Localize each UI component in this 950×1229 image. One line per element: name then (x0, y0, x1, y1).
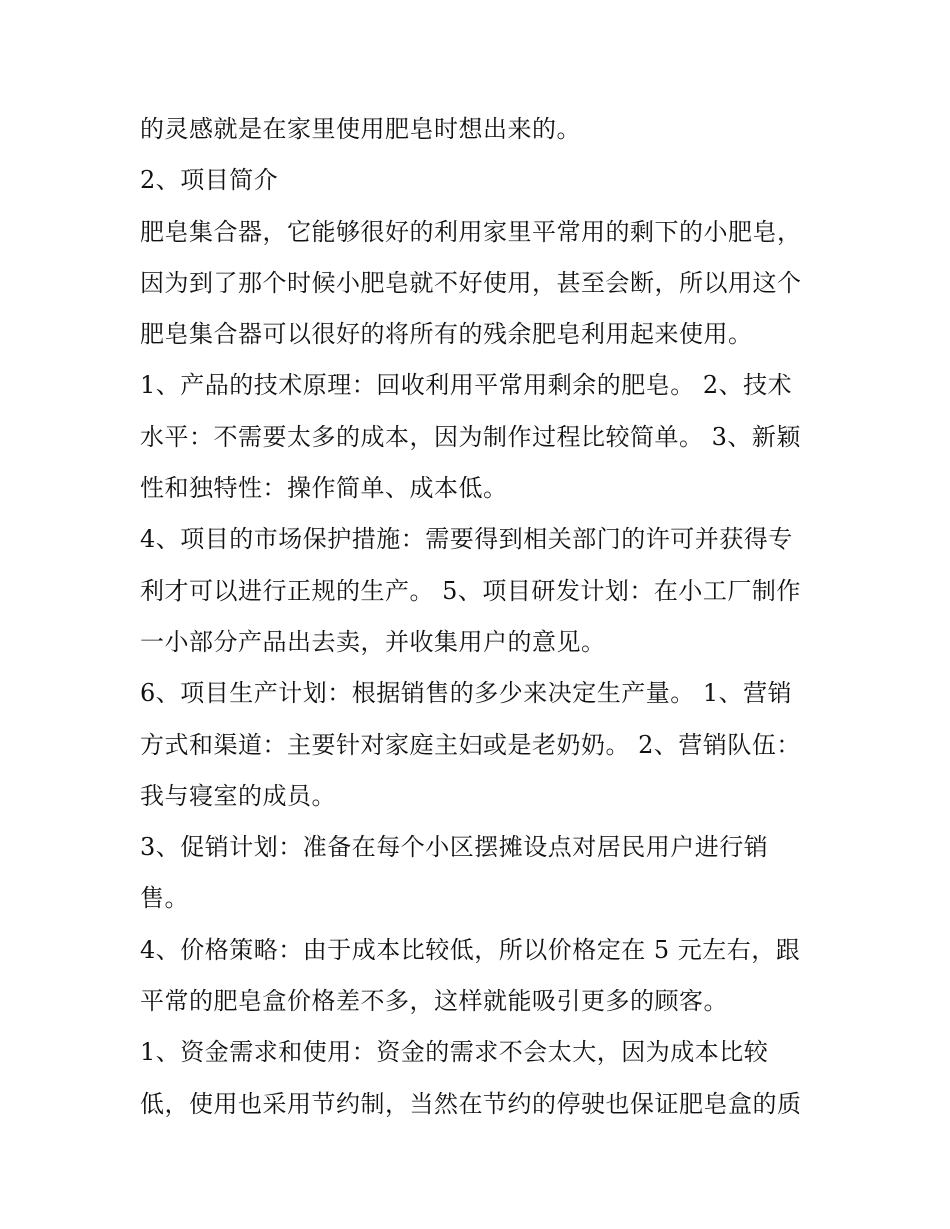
text-line: 一小部分产品出去卖，并收集用户的意见。 (140, 627, 606, 656)
text-line: 肥皂集合器，它能够很好的利用家里平常用的剩下的小肥皂， (140, 217, 802, 246)
text-line: 6、项目生产计划：根据销售的多少来决定生产量。 1、营销 (140, 679, 793, 708)
text-line: 4、项目的市场保护措施：需要得到相关部门的许可并获得专 (140, 525, 793, 554)
text-line: 平常的肥皂盒价格差不多，这样就能吸引更多的顾客。 (140, 987, 728, 1016)
text-line: 水平：不需要太多的成本，因为制作过程比较简单。 3、新颖 (140, 422, 801, 451)
text-line: 3、促销计划：准备在每个小区摆摊设点对居民用户进行销 (140, 833, 769, 862)
text-line: 利才可以进行正规的生产。 5、项目研发计划：在小工厂制作 (140, 576, 801, 605)
text-line: 性和独特性：操作简单、成本低。 (140, 474, 508, 503)
text-line: 低，使用也采用节约制，当然在节约的停驶也保证肥皂盒的质 (140, 1089, 802, 1118)
text-line: 4、价格策略：由于成本比较低，所以价格定在 5 元左右，跟 (140, 935, 801, 964)
text-line: 因为到了那个时候小肥皂就不好使用，甚至会断，所以用这个 (140, 268, 802, 297)
section-heading: 2、项目简介 (140, 166, 279, 195)
text-line: 售。 (140, 884, 189, 913)
text-line: 我与寝室的成员。 (140, 781, 336, 810)
text-line: 1、产品的技术原理：回收利用平常用剩余的肥皂。 2、技术 (140, 371, 793, 400)
body-text (140, 104, 820, 1130)
text-line: 方式和渠道：主要针对家庭主妇或是老奶奶。 2、营销队伍： (140, 730, 801, 759)
text-line: 1、资金需求和使用：资金的需求不会太大，因为成本比较 (140, 1038, 769, 1067)
text-line: 的灵感就是在家里使用肥皂时想出来的。 (140, 115, 581, 143)
text-line: 肥皂集合器可以很好的将所有的残余肥皂利用起来使用。 (140, 320, 753, 349)
